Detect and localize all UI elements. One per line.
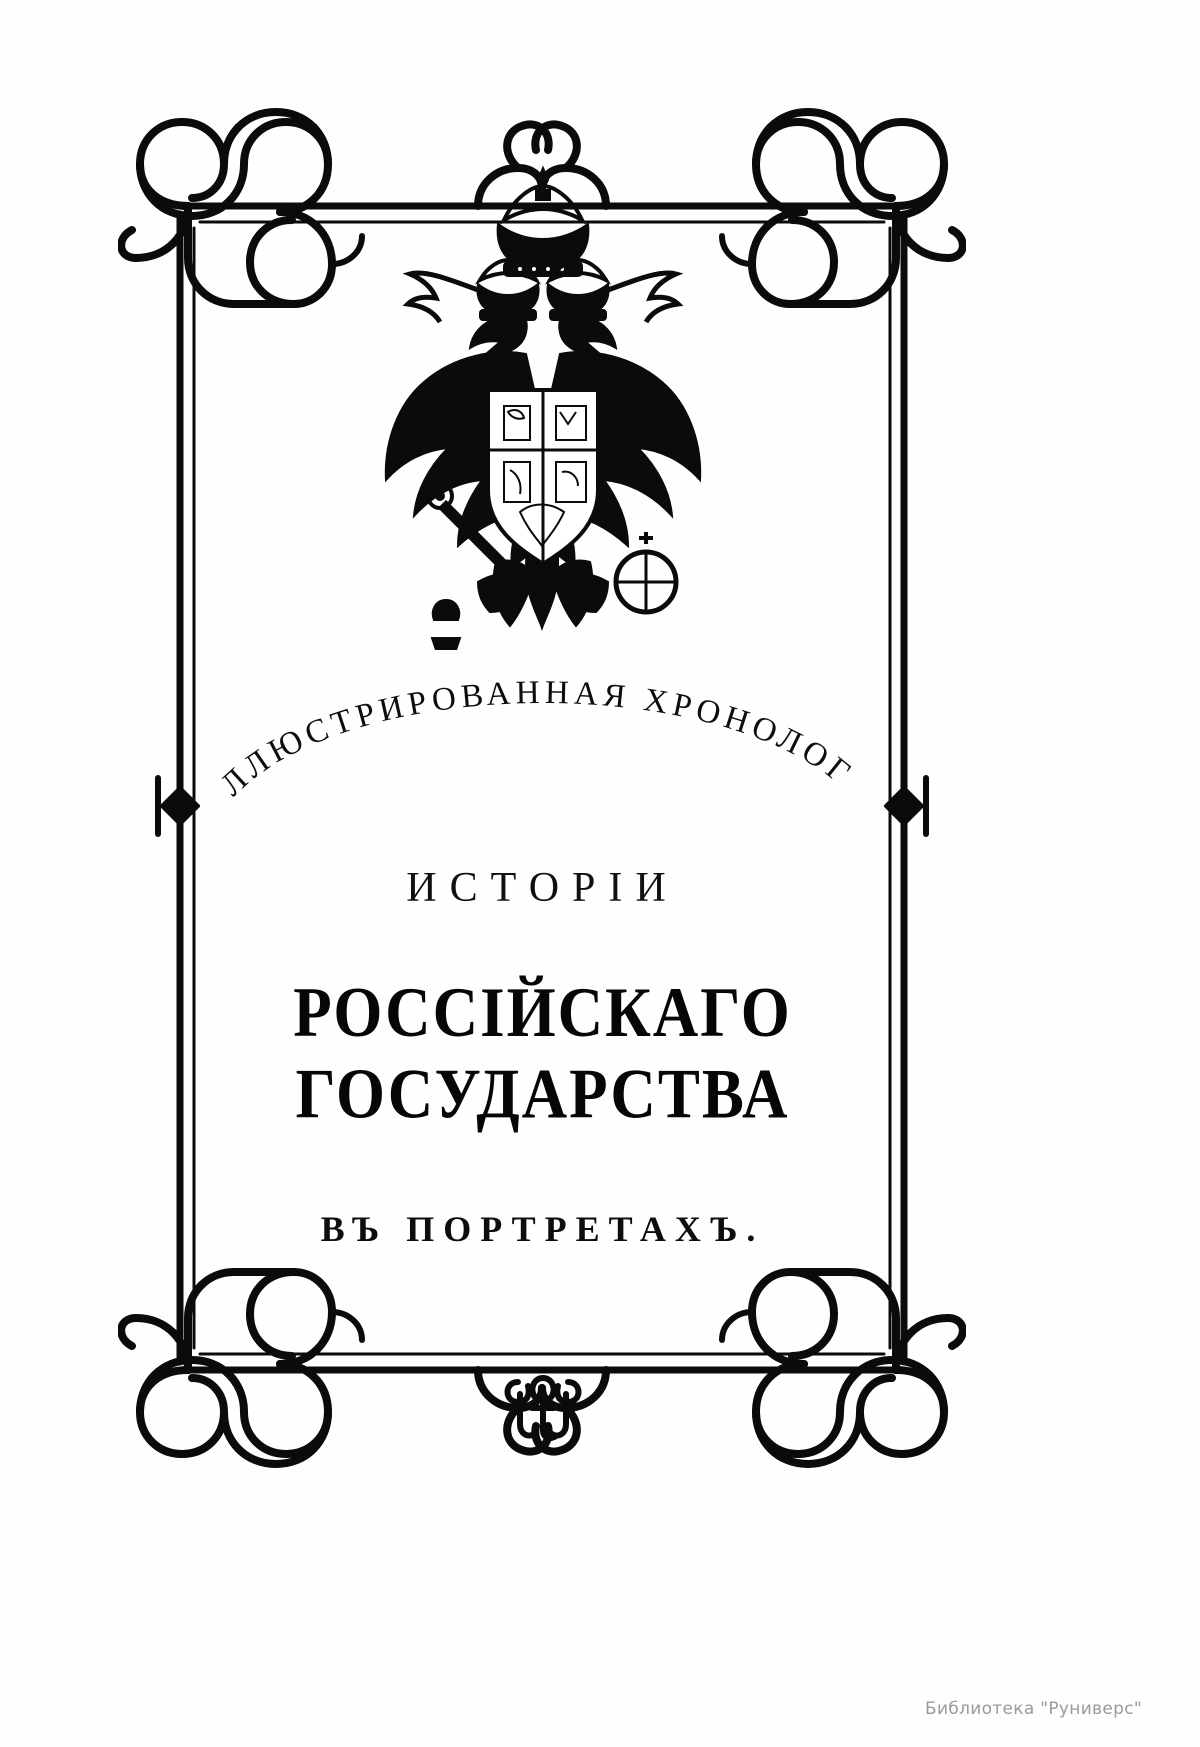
russian-imperial-double-headed-eagle-icon <box>328 150 758 650</box>
subtitle-istorii: ИСТОРІИ <box>406 865 679 911</box>
tail-line: ВЪ ПОРТРЕТАХЪ. <box>320 1209 765 1249</box>
title-block <box>160 150 925 1448</box>
arched-title <box>208 640 863 804</box>
main-title: РОССІЙСКАГО ГОСУДАРСТВА <box>293 973 792 1134</box>
arched-title-text: ИЛЛЮСТРИРОВАННАЯ ХРОНОЛОГІЯ <box>208 640 860 804</box>
library-watermark: Библиотека "Руниверс" <box>925 1699 1142 1719</box>
floral-printers-ornament-icon <box>498 1368 588 1448</box>
svg-text:ИЛЛЮСТРИРОВАННАЯ ХРОНОЛОГІЯ <box>208 640 860 803</box>
